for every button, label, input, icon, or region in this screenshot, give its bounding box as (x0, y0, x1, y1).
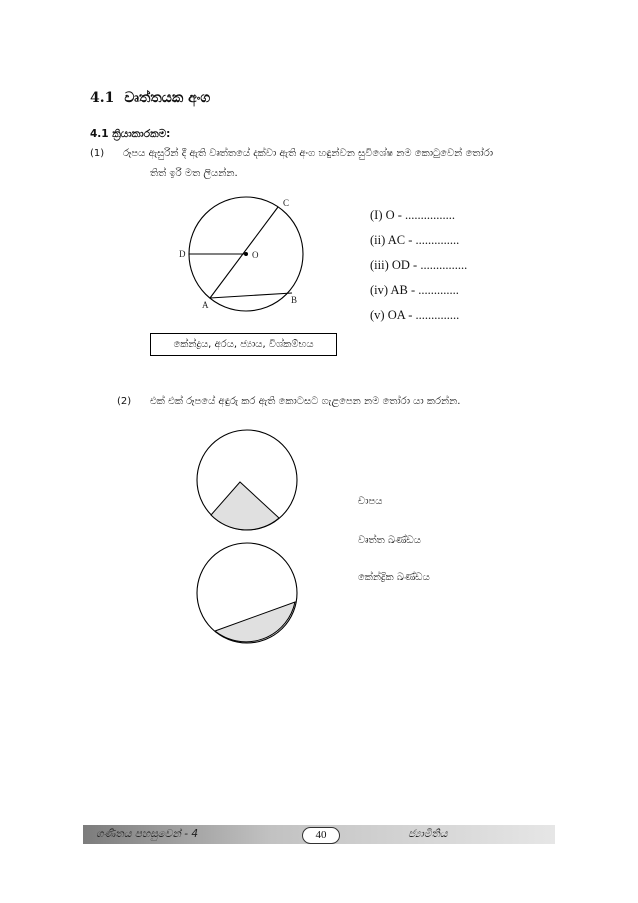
option-arc: චාපය (358, 496, 383, 507)
answer-line-5: (v) OA - .............. (370, 308, 460, 322)
question-1-number: (1) (90, 148, 105, 159)
option-segment: වෘත්ත ඛණ්ඩය (358, 535, 421, 546)
center-point (244, 252, 248, 256)
circle-figure-1 (160, 190, 330, 320)
label-A: A (202, 300, 209, 310)
question-2-text: එක් එක් රූපයේ අඳුරු කර ඇති කොටසට ගැළපෙන නම තෝරා යා කරන්න. (150, 396, 461, 407)
question-1-text-line-2: තිත් ඉරි මත ලියන්න. (150, 168, 238, 179)
sector-figure (190, 425, 306, 537)
chord-AC (210, 207, 278, 298)
page-number: 40 (302, 827, 340, 844)
section-heading (90, 90, 210, 106)
section-title: වෘත්තයක අංග (124, 90, 211, 106)
word-box: කේන්ද්‍රය, අරය, ජ්‍යාය, විශ්කම්භය (150, 333, 337, 356)
answer-line-1: (I) O - ................ (370, 208, 456, 222)
answer-line-4: (iv) AB - ............. (370, 283, 459, 297)
label-C: C (283, 198, 290, 208)
question-2-number: (2) (117, 396, 132, 407)
chord-AB (210, 293, 292, 298)
question-1-text-line-1: රූපය ඇසුරින් දී ඇති වෘත්තයේ දක්වා ඇති අංග හඳුන්වන සුවිශේෂ නම කොටුවෙන් තෝරා (123, 148, 494, 159)
label-B: B (291, 295, 298, 305)
footer-book-title: ගණිතය පහසුවෙන් - 4 (96, 828, 199, 840)
answer-line-2: (ii) AC - .............. (370, 233, 460, 247)
activity-heading: 4.1 ක්‍රියාකාරකම: (90, 128, 171, 140)
section-number: 4.1 (90, 90, 115, 106)
option-sector: කේන්ද්‍රික ඛණ්ඩය (358, 572, 430, 583)
label-O: O (252, 250, 259, 260)
footer-chapter: ජ්‍යාමිතිය (408, 828, 448, 840)
label-D: D (179, 249, 186, 259)
segment-figure (190, 537, 306, 651)
answer-line-3: (iii) OD - ............... (370, 258, 468, 272)
